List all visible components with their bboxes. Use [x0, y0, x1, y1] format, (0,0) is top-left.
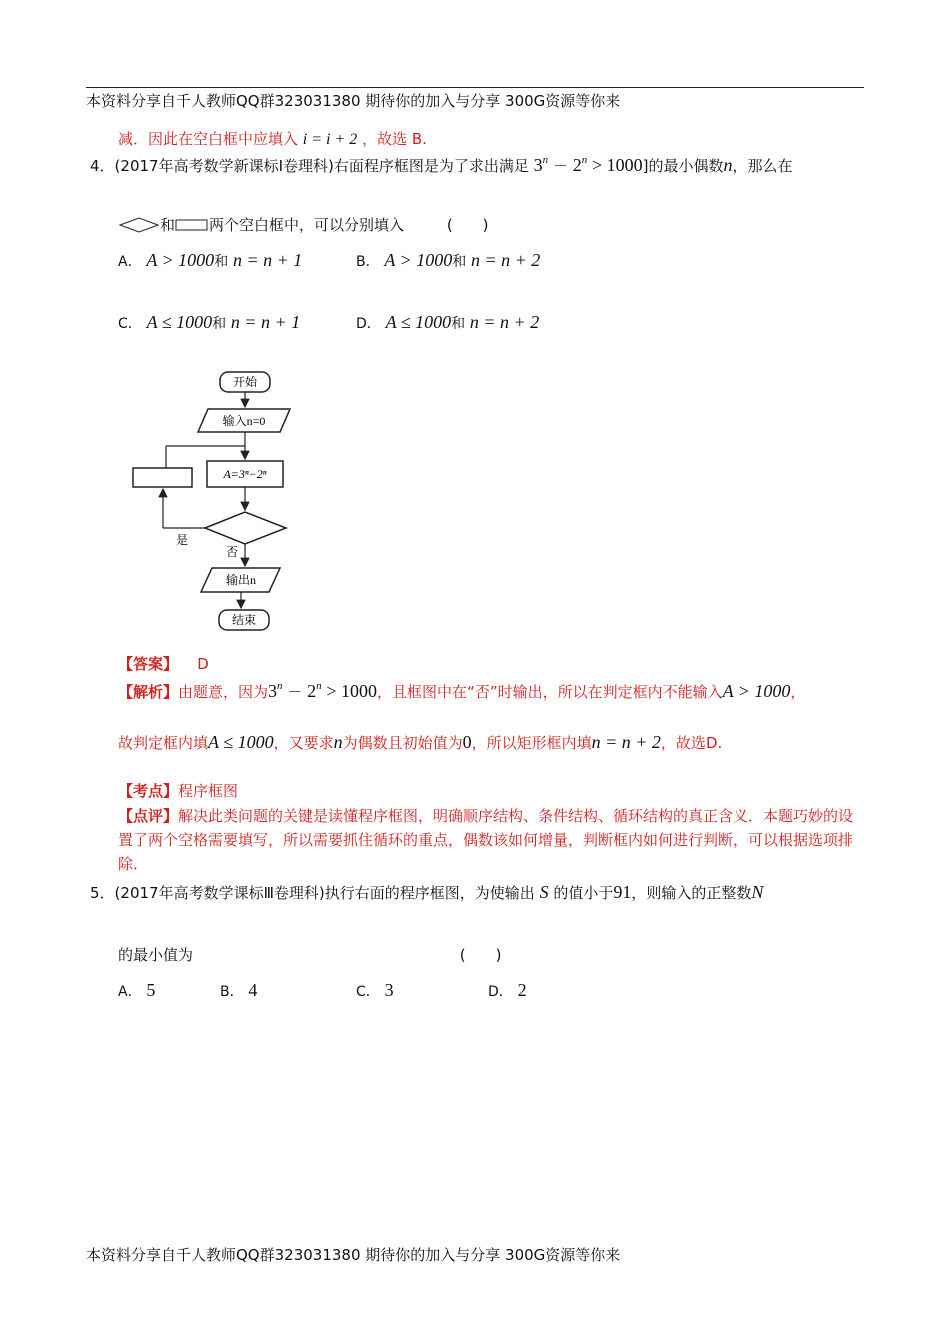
q4-minus: － — [552, 157, 568, 175]
flow-input-text: 输入n=0 — [222, 414, 266, 428]
q4-option-a-and: 和 — [214, 254, 229, 270]
q5-option-a-label: A． — [118, 984, 142, 1000]
q4-dianping-text: 解决此类问题的关键是读懂程序框图，明确顺序结构、条件结构、循环结构的真正含义．本题巧妙的设置了两个空格需要填写，所以需要抓住循环的重点，偶数该如何增量，判断框内如何进行判断，可以根据选项排除． — [118, 807, 854, 873]
q4-analysis-zero: 0 — [462, 732, 472, 752]
q5-option-d-label: D． — [488, 984, 513, 1000]
q5-source: (2017年高考数学课标Ⅲ卷理科) — [114, 884, 325, 902]
q5-stem — [90, 882, 763, 903]
q4-option-d-label: D． — [356, 316, 381, 332]
q4-option-c-label: C． — [118, 316, 142, 332]
q4-option-a-assign: n = n + 1 — [232, 250, 303, 270]
prev-expr: i = i + 2 — [302, 131, 358, 148]
q4-analysis-assign: n = n + 2 — [591, 732, 661, 752]
q5-option-d — [488, 980, 527, 1001]
q5-option-b — [220, 980, 257, 1001]
q5-option-b-label: B． — [220, 984, 244, 1000]
q4-analysis-line1 — [118, 680, 805, 702]
q4-paren: ( ) — [446, 216, 489, 234]
q4-base2: 2 — [572, 155, 582, 175]
flow-decision-diamond — [205, 512, 286, 544]
q4-option-c-and: 和 — [212, 316, 227, 332]
q4-option-c-assign: n = n + 1 — [230, 312, 301, 332]
q4-analysis-c: 故判定框内填 — [118, 734, 209, 752]
q4-analysis-choice: D — [705, 734, 718, 752]
q4-analysis-2: 2 — [307, 681, 317, 701]
q4-number: 4． — [90, 157, 115, 175]
q4-option-b-cond: A > 1000 — [384, 250, 453, 270]
q4-analysis-gt: > 1000 — [326, 681, 378, 701]
q5-option-a-value: 5 — [146, 980, 156, 1000]
q5-option-c-label: C． — [356, 984, 380, 1000]
q5-stem-b: 的值小于 — [553, 884, 614, 902]
q4-stem-c: ，那么在 — [732, 157, 793, 175]
q5-number: 5． — [90, 884, 115, 902]
q4-analysis-d: ，又要求 — [273, 734, 334, 752]
flow-blank-rect — [133, 468, 192, 487]
q4-kaodian-tag: 【考点】 — [118, 782, 179, 800]
q4-option-b-label: B． — [356, 254, 380, 270]
q5-var-N: N — [751, 882, 764, 902]
q4-answer — [118, 653, 209, 674]
q4-option-d-and: 和 — [451, 316, 466, 332]
q4-line2 — [118, 214, 489, 235]
q5-line2 — [118, 944, 502, 965]
q5-option-c-value: 3 — [384, 980, 394, 1000]
q5-val: 91 — [613, 882, 632, 902]
flow-no-label: 否 — [226, 545, 239, 559]
prev-choice: B — [411, 130, 423, 148]
q4-option-d-cond: A ≤ 1000 — [385, 312, 452, 332]
flowchart — [128, 368, 328, 636]
q5-stem-a: 执行右面的程序框图，为使输出 — [324, 884, 535, 902]
prev-text-b: ，故选 — [362, 130, 408, 148]
q4-stem-a: 右面程序框图是为了求出满足 — [333, 157, 529, 175]
q4-answer-value: D — [197, 655, 209, 673]
flow-end-text: 结束 — [231, 613, 257, 627]
q4-kaodian — [118, 780, 238, 801]
prev-text-a: 减．因此在空白框中应填入 — [118, 130, 299, 148]
q4-option-b — [356, 250, 540, 271]
flow-yes-label: 是 — [176, 533, 189, 547]
q4-analysis-3: 3 — [268, 681, 278, 701]
q4-analysis-n2: n — [316, 680, 322, 692]
prev-answer-line — [118, 128, 427, 149]
q5-line2-text: 的最小值为 — [118, 946, 194, 964]
q4-analysis-cond2: A ≤ 1000 — [208, 732, 274, 752]
q5-var-s: S — [539, 882, 549, 902]
q5-option-b-value: 4 — [248, 980, 258, 1000]
q4-stem-b: ]的最小偶数 — [642, 157, 724, 175]
q4-analysis-n: n — [333, 732, 343, 752]
q4-analysis-comma: ， — [790, 683, 806, 701]
q4-option-d — [356, 312, 539, 333]
q5-option-c — [356, 980, 394, 1001]
prev-end: . — [422, 130, 427, 148]
q4-option-d-assign: n = n + 2 — [469, 312, 540, 332]
q4-dianping — [118, 804, 866, 876]
q4-option-a-cond: A > 1000 — [146, 250, 215, 270]
q4-option-a-label: A． — [118, 254, 142, 270]
footer-text: 本资料分享自千人教师QQ群323031380 期待你的加入与分享 300G资源等你来 — [86, 1246, 621, 1264]
q5-paren: ( ) — [459, 946, 502, 964]
q4-line2-text: 两个空白框中，可以分别填入 — [209, 216, 405, 234]
diamond-shape-icon — [118, 217, 160, 233]
q4-analysis-a: 由题意，因为 — [178, 683, 269, 701]
header-text: 本资料分享自千人教师QQ群323031380 期待你的加入与分享 300G资源等你来 — [86, 92, 621, 110]
q4-kaodian-text: 程序框图 — [178, 782, 239, 800]
q4-option-b-and: 和 — [452, 254, 467, 270]
q4-exp-n1: n — [542, 154, 549, 166]
q4-analysis-g: ，故选 — [660, 734, 706, 752]
q4-analysis-line2 — [118, 732, 722, 753]
q4-option-b-assign: n = n + 2 — [471, 250, 541, 270]
q4-source: (2017年高考数学新课标Ⅰ卷理科) — [114, 157, 334, 175]
q4-analysis-b: ，且框图中在“否”时输出，所以在判定框内不能输入 — [377, 683, 723, 701]
q4-analysis-tag: 【解析】 — [118, 683, 179, 701]
q5-option-a — [118, 980, 155, 1001]
q4-var-n: n — [723, 155, 733, 175]
rectangle-shape-icon — [175, 218, 209, 232]
q4-answer-tag: 【答案】 — [118, 655, 179, 673]
q4-option-c — [118, 312, 300, 333]
flow-process-text: A=3ⁿ−2ⁿ — [223, 467, 267, 481]
flow-output-text: 输出n — [225, 573, 257, 587]
q4-dianping-tag: 【点评】 — [118, 807, 179, 825]
q4-analysis-n1: n — [277, 680, 283, 692]
q4-option-c-cond: A ≤ 1000 — [146, 312, 213, 332]
q4-analysis-f: ，所以矩形框内填 — [471, 734, 592, 752]
q4-analysis-e: 为偶数且初始值为 — [342, 734, 463, 752]
q4-option-a — [118, 250, 302, 271]
q4-stem — [90, 154, 793, 176]
flow-start-text: 开始 — [232, 375, 258, 389]
q5-stem-c: ，则输入的正整数 — [631, 884, 752, 902]
header-rule — [86, 87, 864, 88]
q4-line2-and: 和 — [160, 216, 176, 234]
q4-gt1000: > 1000 — [592, 155, 643, 175]
q4-analysis-minus: － — [287, 683, 303, 701]
q4-exp-n2: n — [581, 154, 588, 166]
q4-analysis-end: . — [717, 734, 723, 752]
q5-option-d-value: 2 — [517, 980, 527, 1000]
q4-base3: 3 — [533, 155, 543, 175]
q4-analysis-cond: A > 1000 — [722, 681, 791, 701]
